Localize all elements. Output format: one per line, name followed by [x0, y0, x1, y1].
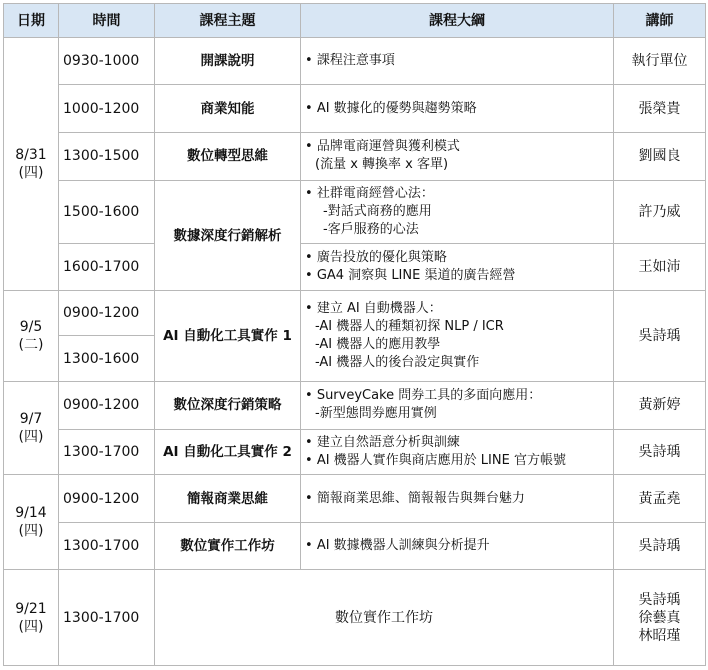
time-cell: 1300-1700: [59, 430, 155, 475]
date-cell: [4, 381, 59, 475]
topic-cell: AI 自動化工具實作 2: [155, 430, 301, 475]
weekday-label: (二): [18, 336, 44, 353]
outline-item: • 簡報商業思維、簡報報告與舞台魅力: [305, 490, 609, 508]
topic-cell: 開課說明: [155, 38, 301, 85]
date-label: 9/21: [15, 600, 47, 617]
outline-subitem: -對話式商務的應用: [323, 203, 432, 219]
teacher-cell: 執行單位: [614, 38, 706, 85]
weekday-label: (四): [18, 429, 44, 446]
outline-item: • AI 數據化的優勢與趨勢策略: [305, 100, 609, 118]
outline-cell: [301, 85, 614, 132]
teacher-name: 林昭瑾: [638, 627, 681, 644]
outline-subitem: -客戶服務的心法: [323, 221, 419, 237]
outline-item: • 社群電商經營心法：: [305, 185, 609, 203]
time-cell: 1300-1500: [59, 132, 155, 180]
outline-cell: [301, 181, 614, 243]
time-cell: 1300-1700: [59, 522, 155, 569]
outline-cell: [301, 290, 614, 381]
outline-subitem: -AI 機器人的後台設定與實作: [315, 354, 480, 370]
time-cell: 1000-1200: [59, 85, 155, 132]
table-row: [4, 430, 706, 475]
teacher-cell: [614, 570, 706, 666]
weekday-label: (四): [18, 618, 44, 635]
outline-cell: [301, 132, 614, 180]
teacher-cell: 吳詩瑀: [614, 290, 706, 381]
table-row: [4, 381, 706, 429]
header-row: [4, 4, 706, 38]
teacher-cell: 黃孟堯: [614, 475, 706, 522]
date-cell: [4, 38, 59, 291]
teacher-name: 徐藝真: [638, 609, 681, 626]
header-teacher: 講師: [614, 4, 706, 38]
date-label: 8/31: [15, 146, 47, 163]
table-row: [4, 181, 706, 243]
topic-cell: 簡報商業思維: [155, 475, 301, 522]
date-label: 9/14: [15, 505, 47, 522]
outline-cell: [301, 38, 614, 85]
time-cell: 1300-1600: [59, 336, 155, 381]
header-outline: 課程大綱: [301, 4, 614, 38]
time-cell: 0900-1200: [59, 290, 155, 335]
table-row: [4, 132, 706, 180]
header-date: 日期: [4, 4, 59, 38]
table-row: [4, 38, 706, 85]
teacher-cell: 劉國良: [614, 132, 706, 180]
outline-cell: [301, 475, 614, 522]
time-cell: 1600-1700: [59, 243, 155, 290]
workshop-cell: 數位實作工作坊: [155, 570, 614, 666]
teacher-cell: 吳詩瑀: [614, 522, 706, 569]
outline-item: • AI 數據機器人訓練與分析提升: [305, 537, 609, 555]
topic-cell: 數位轉型思維: [155, 132, 301, 180]
outline-item: • 建立 AI 自動機器人：: [305, 300, 609, 318]
teacher-cell: 許乃威: [614, 181, 706, 243]
topic-cell: AI 自動化工具實作 1: [155, 290, 301, 381]
teacher-cell: 張榮貴: [614, 85, 706, 132]
date-cell: [4, 475, 59, 570]
date-cell: [4, 570, 59, 666]
table-row: [4, 85, 706, 132]
header-topic: 課程主題: [155, 4, 301, 38]
time-cell: 0930-1000: [59, 38, 155, 85]
outline-subitem: (流量 x 轉換率 x 客單): [315, 157, 449, 173]
table-row: [4, 243, 706, 290]
weekday-label: (四): [18, 523, 44, 540]
outline-item: • 品牌電商運營與獲利模式: [305, 138, 609, 156]
course-schedule-table: [3, 3, 706, 666]
topic-cell: 數位實作工作坊: [155, 522, 301, 569]
topic-cell: 數位深度行銷策略: [155, 381, 301, 429]
outline-subitem: -新型態問券應用實例: [315, 406, 437, 422]
teacher-cell: 吳詩瑀: [614, 430, 706, 475]
table-row: [4, 475, 706, 522]
outline-item: • GA4 洞察與 LINE 渠道的廣告經營: [305, 267, 609, 285]
teacher-name: 吳詩瑀: [638, 591, 681, 608]
time-cell: 1300-1700: [59, 570, 155, 666]
time-cell: 0900-1200: [59, 475, 155, 522]
table-row: [4, 522, 706, 569]
outline-cell: [301, 430, 614, 475]
table-row: [4, 290, 706, 335]
outline-subitem: -AI 機器人的種類初探 NLP / ICR: [315, 318, 504, 334]
outline-subitem: -AI 機器人的應用教學: [315, 336, 441, 352]
header-time: 時間: [59, 4, 155, 38]
teacher-cell: 王如沛: [614, 243, 706, 290]
date-cell: [4, 290, 59, 381]
time-cell: 1500-1600: [59, 181, 155, 243]
outline-item: • 廣告投放的優化與策略: [305, 249, 609, 267]
table-row: [4, 570, 706, 666]
outline-cell: [301, 381, 614, 429]
outline-item: • 建立自然語意分析與訓練: [305, 434, 609, 452]
date-label: 9/7: [19, 411, 43, 428]
topic-cell: 商業知能: [155, 85, 301, 132]
topic-cell: 數據深度行銷解析: [155, 181, 301, 291]
date-label: 9/5: [19, 318, 43, 335]
outline-cell: [301, 522, 614, 569]
teacher-cell: 黃新婷: [614, 381, 706, 429]
outline-item: • AI 機器人實作與商店應用於 LINE 官方帳號: [305, 452, 609, 470]
time-cell: 0900-1200: [59, 381, 155, 429]
outline-cell: [301, 243, 614, 290]
weekday-label: (四): [18, 164, 44, 181]
outline-item: • SurveyCake 問券工具的多面向應用：: [305, 387, 609, 405]
outline-item: • 課程注意事項: [305, 52, 609, 70]
